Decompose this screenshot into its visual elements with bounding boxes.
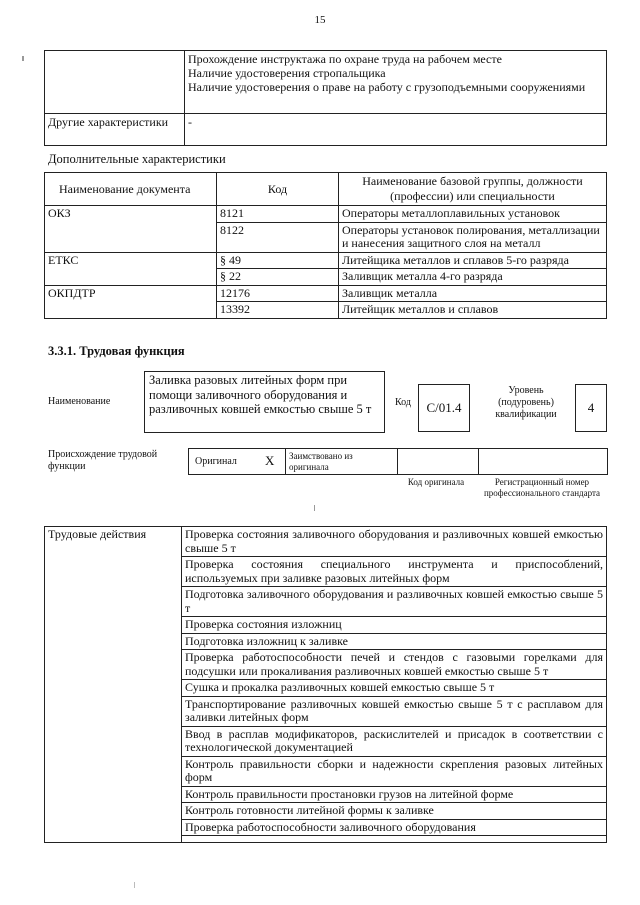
code-cell: 8122 bbox=[217, 222, 339, 252]
name-cell: Операторы установок полирования, металлизации и нанесения защитного слоя на металл bbox=[339, 222, 607, 252]
table-bottom-spacer bbox=[182, 836, 607, 843]
action-item: Сушка и прокалка разливочных ковшей емкостью свыше 5 т bbox=[182, 680, 607, 697]
doc-okpdtr: ОКПДТР bbox=[45, 285, 217, 318]
level-label: Уровень (подуровень) квалификации bbox=[495, 385, 557, 420]
function-name-box: Заливка разовых литейных форм при помощи заливочного оборудования и разливочных ковшей емкостью свыше 5 т bbox=[144, 371, 385, 433]
scan-mark bbox=[22, 56, 24, 61]
doc-etks: ЕТКС bbox=[45, 252, 217, 285]
code-cell: § 22 bbox=[217, 269, 339, 286]
header-name: Наименование базовой группы, должности (профессии) или специальности bbox=[339, 173, 607, 206]
origin-row bbox=[188, 448, 608, 475]
actions-label: Трудовые действия bbox=[45, 527, 182, 843]
action-item: Контроль правильности простановки грузов на литейной форме bbox=[182, 786, 607, 803]
code-cell: § 49 bbox=[217, 252, 339, 269]
action-item: Проверка состояния заливочного оборудования и разливочных ковшей емкостью свыше 5 т bbox=[182, 527, 607, 557]
scan-mark bbox=[314, 505, 315, 511]
table-row bbox=[45, 252, 607, 269]
action-item: Подготовка изложниц к заливке bbox=[182, 633, 607, 650]
code-cell: 12176 bbox=[217, 285, 339, 302]
name-label: Наименование bbox=[48, 396, 111, 407]
action-item: Проверка работоспособности заливочного оборудования bbox=[182, 819, 607, 836]
requirements-cell bbox=[185, 51, 607, 114]
additional-characteristics-table bbox=[44, 172, 607, 319]
function-code-box: С/01.4 bbox=[418, 384, 470, 432]
action-item: Ввод в расплав модификаторов, раскислителей и присадок в соответствии с технологической документацией bbox=[182, 726, 607, 756]
divider bbox=[478, 449, 479, 474]
table-row bbox=[45, 285, 607, 302]
action-item: Подготовка заливочного оборудования и разливочных ковшей емкостью свыше 5 т bbox=[182, 587, 607, 617]
other-characteristics-label: Другие характеристики bbox=[45, 114, 185, 146]
level-value-box: 4 bbox=[575, 384, 607, 432]
origin-label: Происхождение трудовой функции bbox=[48, 449, 158, 472]
header-code: Код bbox=[217, 173, 339, 206]
additional-characteristics-title: Дополнительные характеристики bbox=[48, 152, 226, 166]
action-item: Транспортирование разливочных ковшей емкостью свыше 5 т с расплавом для заливки литейных форм bbox=[182, 696, 607, 726]
other-characteristics-value: - bbox=[185, 114, 607, 146]
table-row bbox=[45, 206, 607, 223]
scan-mark bbox=[134, 882, 135, 888]
divider bbox=[285, 449, 286, 474]
action-item: Проверка состояния изложниц bbox=[182, 617, 607, 634]
borrowed-label: Заимствовано из оригинала bbox=[289, 451, 353, 472]
requirement-line: Наличие удостоверения стропальщика bbox=[188, 66, 386, 80]
requirements-table bbox=[44, 50, 607, 146]
original-label: Оригинал bbox=[195, 456, 237, 467]
doc-okz: ОКЗ bbox=[45, 206, 217, 253]
action-item: Проверка работоспособности печей и стендов с газовыми горелками для подсушки или прокаливания разливочных ковшей емкостью свыше 5 т bbox=[182, 650, 607, 680]
name-cell: Литейщика металлов и сплавов 5-го разряда bbox=[339, 252, 607, 269]
action-item: Проверка состояния специального инструмента и приспособлений, используемых при заливке разовых литейных форм bbox=[182, 557, 607, 587]
requirement-line: Наличие удостоверения о праве на работу с грузоподъемными сооружениями bbox=[188, 80, 586, 94]
reg-number-caption: Регистрационный номер профессионального стандарта bbox=[483, 477, 601, 498]
requirements-label-cell bbox=[45, 51, 185, 114]
action-item: Контроль правильности сборки и надежности скрепления разовых литейных форм bbox=[182, 756, 607, 786]
code-cell: 13392 bbox=[217, 302, 339, 319]
name-cell: Литейщик металлов и сплавов bbox=[339, 302, 607, 319]
name-cell: Операторы металлоплавильных установок bbox=[339, 206, 607, 223]
original-mark: X bbox=[265, 453, 275, 468]
header-document: Наименование документа bbox=[45, 173, 217, 206]
requirement-line: Прохождение инструктажа по охране труда на рабочем месте bbox=[188, 52, 502, 66]
name-cell: Заливщик металла bbox=[339, 285, 607, 302]
code-original-caption: Код оригинала bbox=[407, 477, 465, 487]
name-cell: Заливщик металла 4-го разряда bbox=[339, 269, 607, 286]
function-heading: 3.3.1. Трудовая функция bbox=[48, 344, 185, 358]
divider bbox=[397, 449, 398, 474]
code-cell: 8121 bbox=[217, 206, 339, 223]
page-number: 15 bbox=[314, 14, 326, 26]
labour-actions-table bbox=[44, 526, 607, 843]
code-label: Код bbox=[395, 397, 411, 408]
action-item: Контроль готовности литейной формы к заливке bbox=[182, 803, 607, 820]
